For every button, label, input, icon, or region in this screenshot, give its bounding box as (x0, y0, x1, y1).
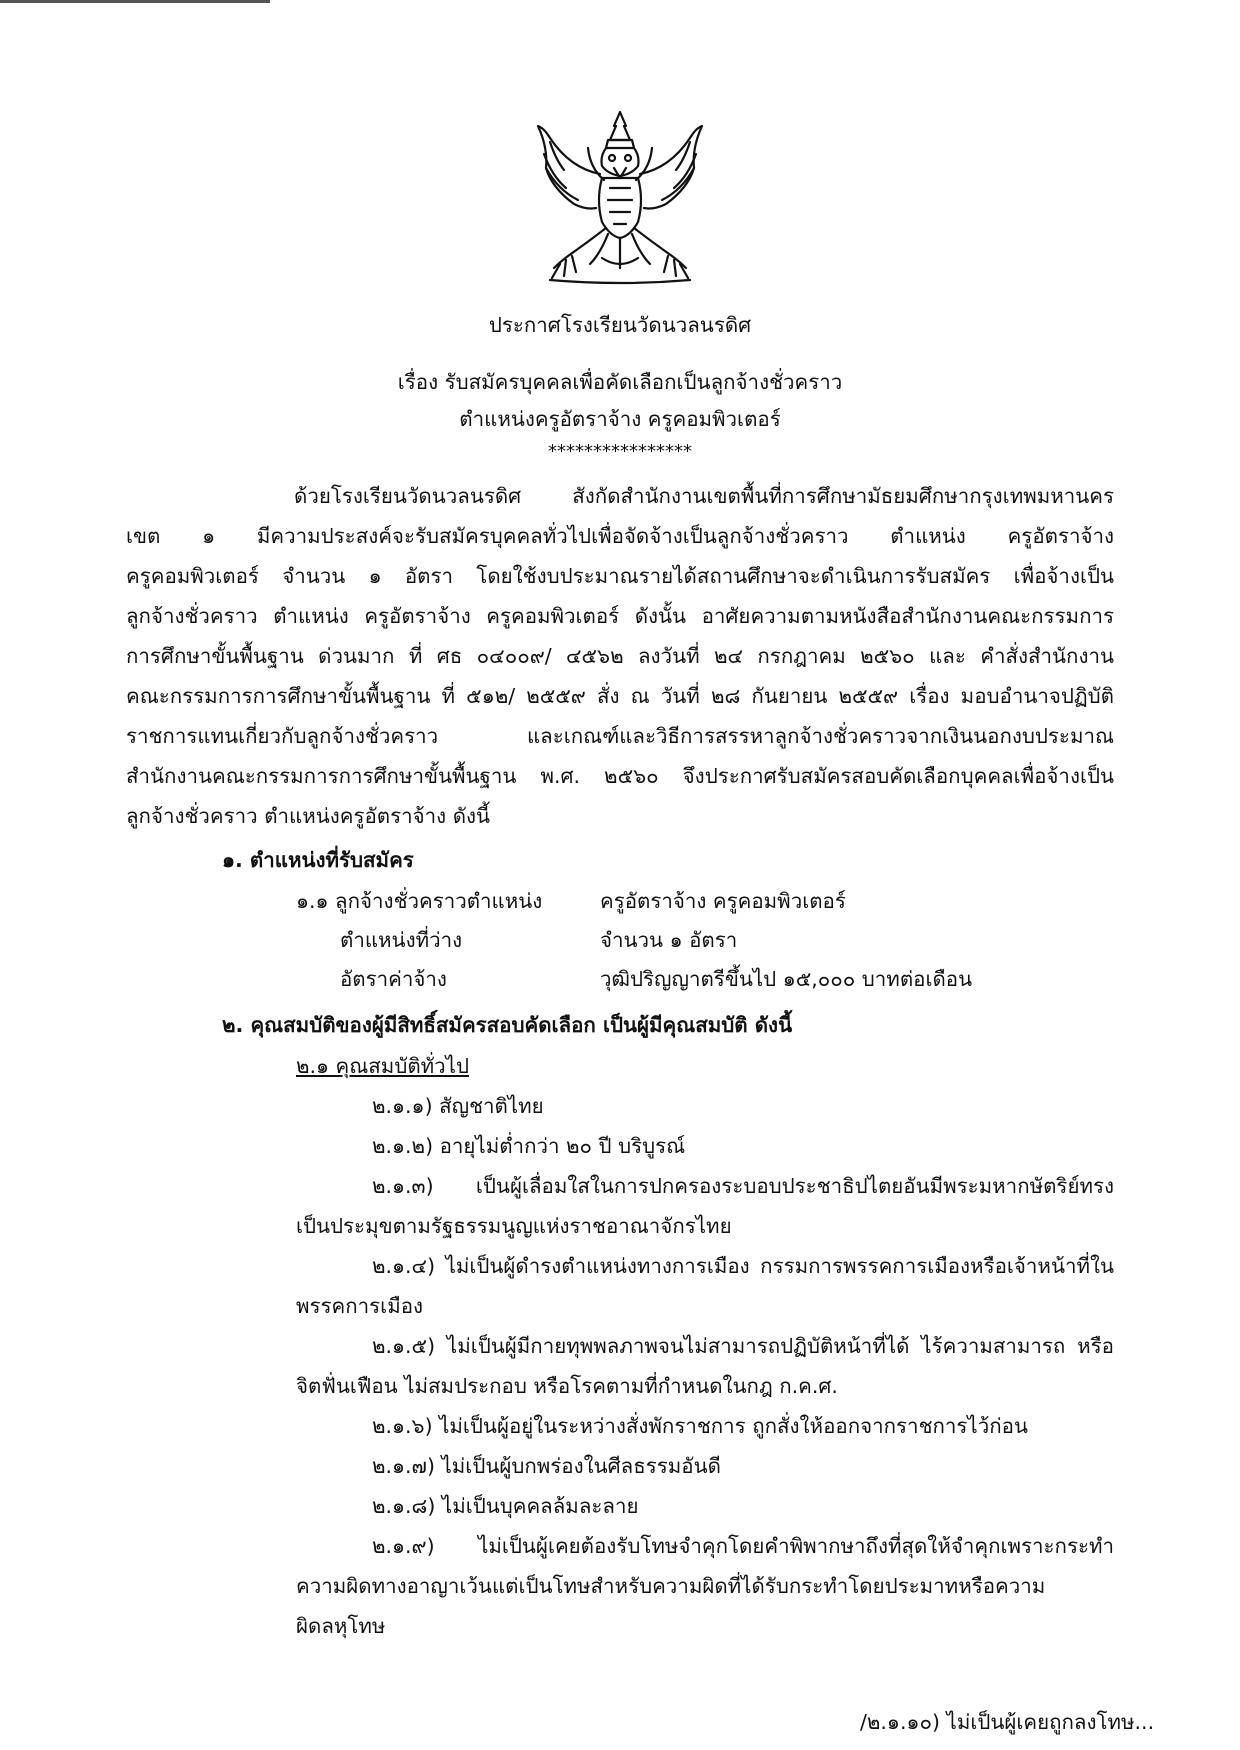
qualification-item: ๒.๑.๕) ไม่เป็นผู้มีกายทุพพลภาพจนไม่สามารถปฏิบัติหน้าที่ได้ ไร้ความสามารถ หรือ (372, 1334, 1114, 1358)
section1-heading: ๑. ตำแหน่งที่รับสมัคร (222, 848, 414, 872)
position-line: ตำแหน่งครูอัตราจ้าง ครูคอมพิวเตอร์ (459, 407, 781, 431)
intro-line: ครูคอมพิวเตอร์ จำนวน ๑ อัตรา โดยใช้งบประมาณรายได้สถานศึกษาจะดำเนินการรับสมัคร เพื่อจ้างเป็น (126, 564, 1114, 588)
intro-line: ลูกจ้างชั่วคราว ตำแหน่ง ครูอัตราจ้าง ครูคอมพิวเตอร์ ดังนั้น อาศัยความตามหนังสือสำนักงานคณะกรรมการ (126, 604, 1114, 628)
qualification-item: ๒.๑.๓) เป็นผู้เลื่อมใสในการปกครองระบอบประชาธิปไตยอันมีพระมหากษัตริย์ทรง (372, 1174, 1114, 1198)
intro-line: ด้วยโรงเรียนวัดนวลนรดิศ สังกัดสำนักงานเขตพื้นที่การศึกษามัธยมศึกษากรุงเทพมหานคร (294, 484, 1114, 508)
row-value: จำนวน ๑ อัตรา (600, 928, 738, 952)
qualification-item: ๒.๑.๙) ไม่เป็นผู้เคยต้องรับโทษจำคุกโดยคำพิพากษาถึงที่สุดให้จำคุกเพราะกระทำ (372, 1534, 1114, 1558)
scan-edge-line (0, 0, 270, 3)
qualification-item: ๒.๑.๑) สัญชาติไทย (372, 1094, 544, 1118)
qualification-item: ๒.๑.๒) อายุไม่ต่ำกว่า ๒๐ ปี บริบูรณ์ (372, 1134, 686, 1158)
section2-heading: ๒. คุณสมบัติของผู้มีสิทธิ์สมัครสอบคัดเลือก เป็นผู้มีคุณสมบัติ ดังนี้ (222, 1013, 793, 1037)
qualification-item-cont: เป็นประมุขตามรัฐธรรมนูญแห่งราชอาณาจักรไทย (296, 1214, 732, 1238)
qualification-item-cont: ผิดลหุโทษ (296, 1614, 386, 1638)
qualification-item: ๒.๑.๗) ไม่เป็นผู้บกพร่องในศีลธรรมอันดี (372, 1454, 721, 1478)
garuda-emblem (530, 108, 710, 290)
row-value: ครูอัตราจ้าง ครูคอมพิวเตอร์ (600, 889, 846, 913)
subject-line: เรื่อง รับสมัครบุคคลเพื่อคัดเลือกเป็นลูกจ้างชั่วคราว (397, 370, 843, 394)
row-label: อัตราค่าจ้าง (340, 967, 447, 991)
intro-line: คณะกรรมการการศึกษาขั้นพื้นฐาน ที่ ๕๑๒/ ๒๕๕๙ สั่ง ณ วันที่ ๒๘ กันยายน ๒๕๕๙ เรื่อง มอบอำนาจปฏิบัติ (126, 684, 1114, 708)
qualification-item: ๒.๑.๔) ไม่เป็นผู้ดำรงตำแหน่งทางการเมือง กรรมการพรรคการเมืองหรือเจ้าหน้าที่ใน (372, 1254, 1114, 1278)
stars-divider: **************** (548, 441, 692, 462)
qualification-item-cont: ความผิดทางอาญาเว้นแต่เป็นโทษสำหรับความผิดที่ได้รับกระทำโดยประมาทหรือความ (296, 1574, 1046, 1598)
qualification-item-cont: จิตฟั่นเฟือน ไม่สมประกอบ หรือโรคตามที่กำหนดในกฎ ก.ค.ศ. (296, 1374, 838, 1398)
intro-line: ลูกจ้างชั่วคราว ตำแหน่งครูอัตราจ้าง ดังนี้ (126, 804, 491, 828)
intro-line: ราชการแทนเกี่ยวกับลูกจ้างชั่วคราว และเกณฑ์และวิธีการสรรหาลูกจ้างชั่วคราวจากเงินนอกงบประมาณ (126, 724, 1114, 748)
qualification-item: ๒.๑.๘) ไม่เป็นบุคคลล้มละลาย (372, 1494, 639, 1518)
qualification-item-cont: พรรคการเมือง (296, 1294, 424, 1318)
intro-line: เขต ๑ มีความประสงค์จะรับสมัครบุคคลทั่วไปเพื่อจัดจ้างเป็นลูกจ้างชั่วคราว ตำแหน่ง ครูอัตราจ้าง (126, 524, 1114, 548)
qualification-item: ๒.๑.๖) ไม่เป็นผู้อยู่ในระหว่างสั่งพักราชการ ถูกสั่งให้ออกจากราชการไว้ก่อน (372, 1414, 1028, 1438)
row-label: ตำแหน่งที่ว่าง (340, 928, 463, 952)
row-label: ๑.๑ ลูกจ้างชั่วคราวตำแหน่ง (296, 889, 543, 913)
row-value: วุฒิปริญญาตรีขึ้นไป ๑๕,๐๐๐ บาทต่อเดือน (600, 967, 973, 991)
section2-subheading: ๒.๑ คุณสมบัติทั่วไป (296, 1054, 469, 1078)
announcement-title: ประกาศโรงเรียนวัดนวลนรดิศ (488, 313, 752, 337)
intro-line: การศึกษาขั้นพื้นฐาน ด่วนมาก ที่ ศธ ๐๔๐๐๙/ ๔๕๖๒ ลงวันที่ ๒๔ กรกฎาคม ๒๕๖๐ และ คำสั่งสำนักงาน (126, 644, 1114, 668)
continued-note: /๒.๑.๑๐) ไม่เป็นผู้เคยถูกลงโทษ... (860, 1710, 1155, 1734)
intro-line: สำนักงานคณะกรรมการการศึกษาขั้นพื้นฐาน พ.ศ. ๒๕๖๐ จึงประกาศรับสมัครสอบคัดเลือกบุคคลเพื่อจ้างเป็น (126, 764, 1114, 788)
